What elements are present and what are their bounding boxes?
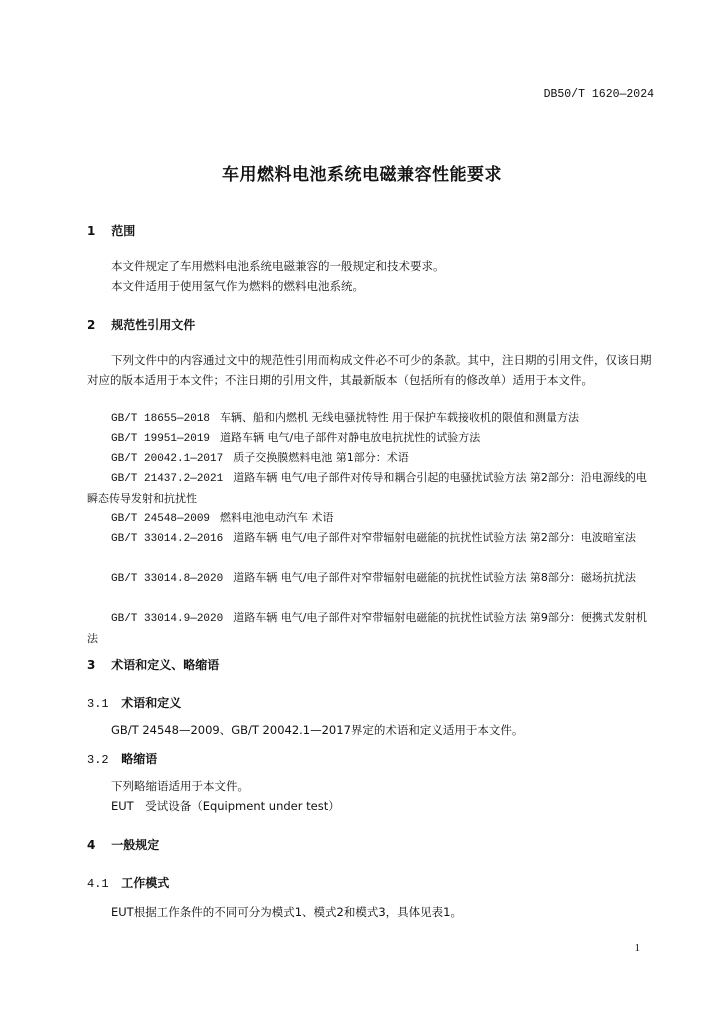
section-2-heading — [87, 316, 195, 333]
section-number: 3.1 — [87, 697, 109, 711]
reference-title: 道路车辆 电气/电子部件对窄带辐射电磁能的抗扰性试验方法 第2部分：电波暗室法 — [233, 531, 636, 544]
reference-item — [87, 528, 657, 549]
section-number: 1 — [87, 224, 96, 238]
reference-item — [87, 408, 657, 429]
section-number: 3.2 — [87, 753, 109, 767]
section-3-heading — [87, 656, 219, 673]
document-title: 车用燃料电池系统电磁兼容性能要求 — [222, 165, 502, 185]
reference-code: GB/T 21437.2—2021 — [111, 473, 224, 485]
section-number: 2 — [87, 318, 96, 332]
document-code: DB50/T 1620—2024 — [543, 88, 654, 101]
reference-title: 车辆、船和内燃机 无线电骚扰特性 用于保护车载接收机的限值和测量方法 — [220, 411, 580, 424]
section-number: 3 — [87, 658, 96, 672]
reference-title: 质子交换膜燃料电池 第1部分：术语 — [233, 451, 409, 464]
scope-paragraph-1: 本文件规定了车用燃料电池系统电磁兼容的一般规定和技术要求。 — [111, 259, 445, 273]
section-title: 略缩语 — [121, 752, 158, 766]
reference-title: 道路车辆 电气/电子部件对静电放电抗扰性的试验方法 — [220, 431, 481, 444]
scope-paragraph-2: 本文件适用于使用氢气作为燃料的燃料电池系统。 — [111, 279, 364, 293]
section-title: 范围 — [111, 224, 136, 238]
reference-code: GB/T 33014.2—2016 — [111, 533, 224, 545]
references-intro: 下列文件中的内容通过文中的规范性引用而构成文件必不可少的条款。其中，注日期的引用文件，仅该日期对应的版本适用于本文件；不注日期的引用文件，其最新版本（包括所有的修改单）适用于本文件。 — [87, 353, 652, 387]
section-title: 术语和定义 — [121, 696, 182, 710]
reference-item — [87, 608, 657, 649]
abbreviations-intro: 下列略缩语适用于本文件。 — [111, 779, 249, 793]
reference-code: GB/T 19951—2019 — [111, 433, 211, 445]
reference-title: 燃料电池电动汽车 术语 — [220, 511, 334, 524]
section-4-heading — [87, 836, 159, 853]
reference-title: 道路车辆 电气/电子部件对窄带辐射电磁能的抗扰性试验方法 第8部分：磁场抗扰法 — [233, 571, 636, 584]
section-3-1-heading — [87, 694, 181, 711]
reference-item — [87, 468, 657, 509]
terms-paragraph: GB/T 24548—2009、GB/T 20042.1—2017界定的术语和定义适用于本文件。 — [111, 723, 524, 737]
section-title: 一般规定 — [111, 838, 160, 852]
reference-code: GB/T 18655—2018 — [111, 413, 211, 425]
section-number: 4 — [87, 838, 96, 852]
section-number: 4.1 — [87, 877, 109, 891]
section-1-heading — [87, 222, 135, 239]
reference-item — [87, 568, 657, 589]
reference-item — [87, 448, 657, 469]
section-title: 术语和定义、略缩语 — [111, 658, 220, 672]
section-title: 规范性引用文件 — [111, 318, 196, 332]
reference-code: GB/T 24548—2009 — [111, 513, 211, 525]
section-3-2-heading — [87, 750, 157, 767]
reference-title: 道路车辆 电气/电子部件对传导和耦合引起的电骚扰试验方法 第2部分：沿电源线的电瞬态传导发射和抗扰性 — [87, 471, 647, 505]
reference-code: GB/T 33014.8—2020 — [111, 573, 224, 585]
reference-item — [87, 428, 657, 449]
reference-item — [87, 508, 657, 529]
reference-code: GB/T 33014.9—2020 — [111, 613, 224, 625]
abbreviation-eut: EUT 受试设备（Equipment under test） — [111, 799, 340, 813]
section-4-1-heading — [87, 874, 169, 891]
working-mode-paragraph: EUT根据工作条件的不同可分为模式1、模式2和模式3，具体见表1。 — [111, 905, 462, 919]
section-title: 工作模式 — [121, 876, 170, 890]
reference-code: GB/T 20042.1—2017 — [111, 453, 224, 465]
page-number: 1 — [634, 942, 640, 954]
reference-title: 道路车辆 电气/电子部件对窄带辐射电磁能的抗扰性试验方法 第9部分：便携式发射机法 — [87, 611, 647, 645]
